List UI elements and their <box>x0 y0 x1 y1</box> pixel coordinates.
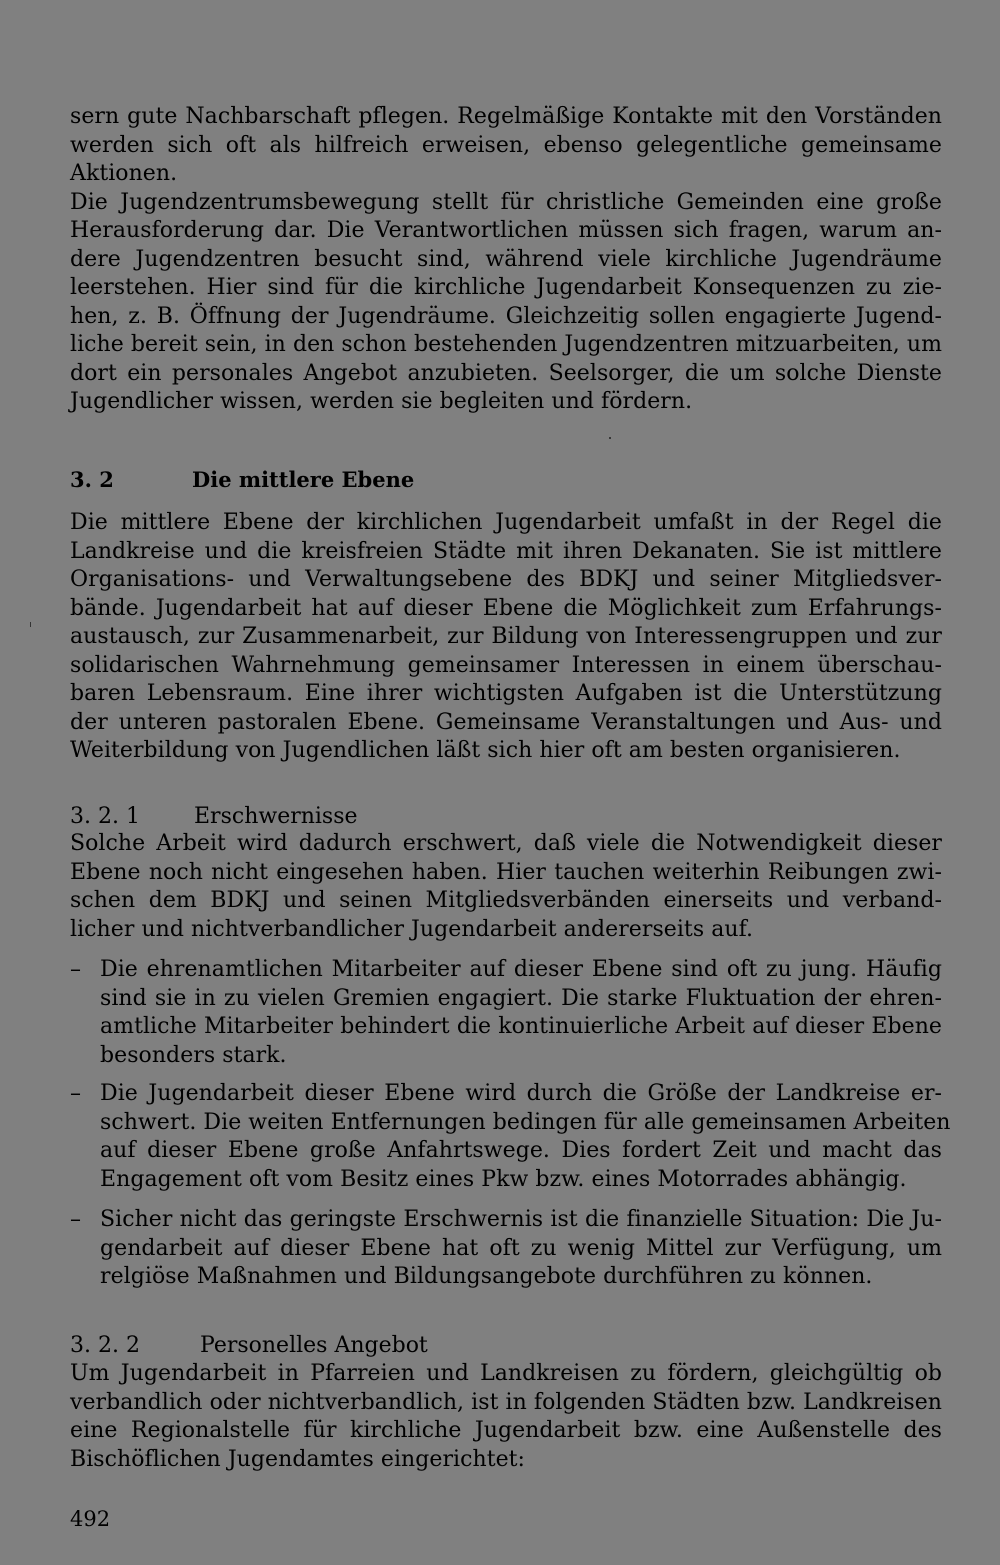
text-line: schwert. Die weiten Entfernungen bedingen für alle gemeinsamen Arbeiten <box>100 1109 951 1135</box>
subsection-number: 3. 2. 2 <box>70 1333 140 1358</box>
subsection-text <box>70 830 942 944</box>
bullet-item <box>100 1206 942 1292</box>
text-line: relgiöse Maßnahmen und Bildungsangebote durchführen zu können. <box>100 1264 873 1289</box>
text-line: bände. Jugendarbeit hat auf dieser Ebene die Möglichkeit zum Erfahrungs- <box>70 595 942 621</box>
text-line: Die mittlere Ebene der kirchlichen Jugendarbeit umfaßt in der Regel die <box>70 510 942 535</box>
intro-text <box>70 103 942 417</box>
subsection-number: 3. 2. 1 <box>70 804 140 829</box>
section-number: 3. 2 <box>70 467 114 492</box>
text-line: hen, z. B. Öffnung der Jugendräume. Gleichzeitig sollen engagierte Jugend- <box>70 303 942 329</box>
text-line: Weiterbildung von Jugendlichen läßt sich hier oft am besten organisieren. <box>70 738 901 763</box>
text-line: dere Jugendzentren besucht sind, während viele kirchliche Jugendräume <box>70 246 942 272</box>
text-line: Jugendlicher wissen, werden sie begleiten und fördern. <box>70 389 693 414</box>
text-line: Die ehrenamtlichen Mitarbeiter auf dieser Ebene sind oft zu jung. Häufig <box>100 957 942 982</box>
bullet-item <box>100 956 942 1070</box>
text-line: sind sie in zu vielen Gremien engagiert. Die starke Fluktuation der ehren- <box>100 985 942 1011</box>
text-line: Landkreise und die kreisfreien Städte mit ihren Dekanaten. Sie ist mittlere <box>70 538 942 564</box>
text-line: Die Jugendarbeit dieser Ebene wird durch die Größe der Landkreise er- <box>100 1081 942 1106</box>
text-line: licher und nichtverbandlicher Jugendarbeit andererseits auf. <box>70 916 754 942</box>
subsection-title: Personelles Angebot <box>200 1333 428 1358</box>
text-line: Organisations- und Verwaltungsebene des BDKJ und seiner Mitgliedsver- <box>70 567 942 592</box>
text-line: Sicher nicht das geringste Erschwernis ist die finanzielle Situation: Die Ju- <box>100 1207 942 1232</box>
text-line: austausch, zur Zusammenarbeit, zur Bildung von Interessengruppen und zur <box>70 624 942 649</box>
subsection-text <box>70 1360 942 1474</box>
text-line: auf dieser Ebene große Anfahrtswege. Dies fordert Zeit und macht das <box>100 1138 942 1163</box>
text-line: leerstehen. Hier sind für die kirchliche Jugendarbeit Konsequenzen zu zie- <box>70 275 942 300</box>
text-line: werden sich oft als hilfreich erweisen, ebenso gelegentliche gemeinsame <box>70 132 942 158</box>
bullet-item <box>100 1080 951 1194</box>
text-line: verbandlich oder nichtverbandlich, ist in folgenden Städten bzw. Landkreisen <box>70 1389 942 1415</box>
text-line: besonders stark. <box>100 1042 287 1068</box>
text-line: Solche Arbeit wird dadurch erschwert, daß viele die Notwendigkeit dieser <box>70 831 942 856</box>
bullet-dash: – <box>70 1207 81 1232</box>
subsection-title: Erschwernisse <box>194 804 358 829</box>
bullet-dash: – <box>70 957 81 982</box>
text-line: sern gute Nachbarschaft pflegen. Regelmäßige Kontakte mit den Vorständen <box>70 104 942 129</box>
bullet-dash: – <box>70 1081 81 1106</box>
print-mark <box>30 622 31 627</box>
text-line: dort ein personales Angebot anzubieten. Seelsorger, die um solche Dienste <box>70 360 942 386</box>
text-line: Engagement oft vom Besitz eines Pkw bzw. eines Motorrades abhängig. <box>100 1166 907 1192</box>
text-line: der unteren pastoralen Ebene. Gemeinsame Veranstaltungen und Aus- und <box>70 709 942 735</box>
text-line: Ebene noch nicht eingesehen haben. Hier tauchen weiterhin Reibungen zwi- <box>70 859 942 885</box>
print-speck <box>609 437 611 439</box>
text-line: amtliche Mitarbeiter behindert die kontinuierliche Arbeit auf dieser Ebene <box>100 1014 942 1039</box>
text-line: schen dem BDKJ und seinen Mitgliedsverbänden einerseits und verband- <box>70 888 942 913</box>
section-title: Die mittlere Ebene <box>192 467 415 492</box>
text-line: eine Regionalstelle für kirchliche Jugendarbeit bzw. eine Außenstelle des <box>70 1418 942 1443</box>
text-line: Um Jugendarbeit in Pfarreien und Landkreisen zu fördern, gleichgültig ob <box>70 1361 942 1386</box>
text-line: Herausforderung dar. Die Verantwortlichen müssen sich fragen, warum an- <box>70 218 942 243</box>
text-line: liche bereit sein, in den schon bestehenden Jugendzentren mitzuarbeiten, um <box>70 332 942 357</box>
page-number: 492 <box>70 1507 111 1531</box>
text-line: Die Jugendzentrumsbewegung stellt für christliche Gemeinden eine große <box>70 189 942 215</box>
text-line: gendarbeit auf dieser Ebene hat oft zu wenig Mittel zur Verfügung, um <box>100 1235 942 1261</box>
text-line: Aktionen. <box>70 161 178 186</box>
text-line: Bischöflichen Jugendamtes eingerichtet: <box>70 1446 526 1472</box>
text-line: baren Lebensraum. Eine ihrer wichtigsten Aufgaben ist die Unterstützung <box>70 681 942 706</box>
text-line: solidarischen Wahrnehmung gemeinsamer Interessen in einem überschau- <box>70 652 942 678</box>
section-text <box>70 509 942 766</box>
